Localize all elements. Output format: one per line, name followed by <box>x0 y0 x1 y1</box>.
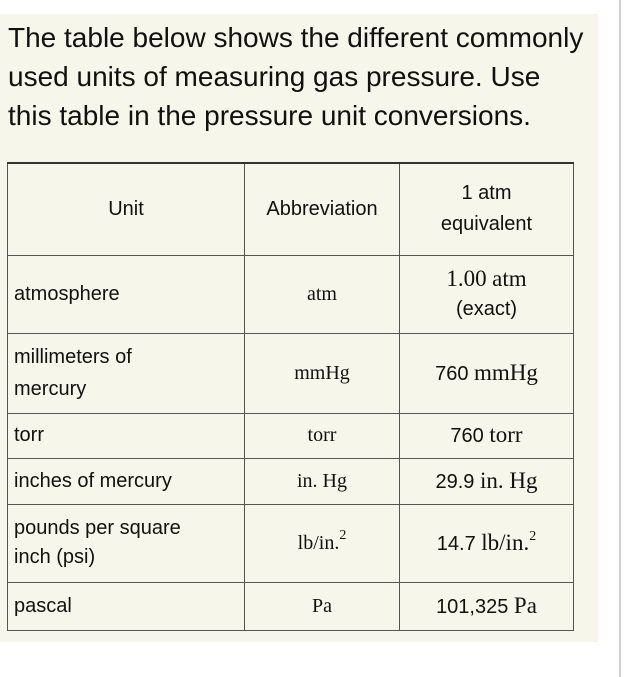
row-equivalent-value: 29.9 <box>435 470 475 493</box>
row-abbreviation: atm <box>245 255 400 333</box>
row-unit: inches of mercury <box>8 458 245 504</box>
header-equivalent-line1: 1 atm <box>461 182 512 205</box>
row-equivalent-unit: torr <box>489 422 523 447</box>
row-abbreviation: in. Hg <box>245 458 400 504</box>
row-abbreviation: Pa <box>245 582 400 630</box>
row-unit-line2: mercury <box>14 377 87 400</box>
row-abbreviation: mmHg <box>245 333 400 413</box>
row-unit: pascal <box>8 582 245 630</box>
row-equivalent-unit: lb/in. <box>481 529 530 555</box>
row-equivalent <box>400 255 574 333</box>
row-abbreviation-base: lb/in. <box>297 531 340 554</box>
row-equivalent <box>400 413 574 458</box>
row-equivalent-value: 101,325 <box>436 595 509 618</box>
row-equivalent-unit: in. Hg <box>480 467 538 493</box>
row-unit-line1: millimeters of <box>14 345 132 368</box>
table-row <box>8 413 574 458</box>
row-equivalent-unit: Pa <box>513 592 537 618</box>
row-unit: atmosphere <box>8 255 245 333</box>
row-equivalent-unit: mmHg <box>474 359 538 385</box>
header-unit: Unit <box>8 163 245 255</box>
row-equivalent-superscript: 2 <box>529 528 537 544</box>
table-row <box>8 255 574 333</box>
row-unit-line2: inch (psi) <box>14 546 96 568</box>
header-abbreviation: Abbreviation <box>245 163 400 255</box>
intro-text: The table below shows the different commonly used units of measuring gas pressure. Use this table in the pressure unit conversions. <box>8 22 584 131</box>
row-equivalent-value: 1.00 <box>446 266 487 291</box>
right-edge-divider <box>619 0 621 677</box>
row-unit: torr <box>8 413 245 458</box>
row-equivalent <box>400 582 574 630</box>
row-unit <box>8 333 245 413</box>
content-card <box>0 14 598 642</box>
table-header-row <box>8 163 574 255</box>
table-row <box>8 458 574 504</box>
row-equivalent-unit: atm <box>492 266 527 291</box>
row-unit <box>8 504 245 582</box>
pressure-units-table <box>7 162 574 631</box>
row-equivalent <box>400 333 574 413</box>
table-row <box>8 333 574 413</box>
header-equivalent <box>400 163 574 255</box>
table-row <box>8 504 574 582</box>
row-equivalent-note: (exact) <box>455 298 518 320</box>
row-unit-line1: pounds per square <box>14 517 181 539</box>
row-abbreviation-superscript: 2 <box>339 527 347 543</box>
row-equivalent-value: 760 <box>435 362 469 385</box>
row-equivalent-value: 760 <box>450 425 484 447</box>
row-equivalent <box>400 458 574 504</box>
header-equivalent-line2: equivalent <box>440 213 533 236</box>
row-abbreviation: torr <box>245 413 400 458</box>
table-row <box>8 582 574 630</box>
row-equivalent <box>400 504 574 582</box>
row-abbreviation <box>245 504 400 582</box>
row-equivalent-value: 14.7 <box>436 532 476 555</box>
